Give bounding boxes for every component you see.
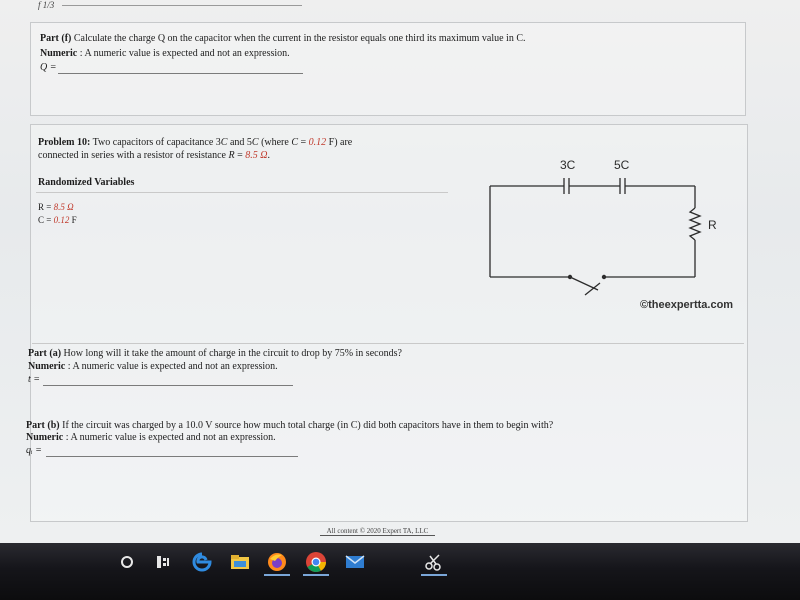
part-b-question-row [26, 420, 553, 431]
running-indicator [303, 574, 329, 576]
resistor-label: R [708, 218, 717, 232]
part-b-label: Part (b) [26, 420, 60, 431]
part-b-numeric-row [26, 432, 276, 443]
footer-copyright: All content © 2020 Expert TA, LLC [320, 527, 435, 536]
problem-text: R [228, 150, 235, 161]
var-value: 8.5 Ω [53, 202, 74, 212]
numeric-label: Numeric [40, 48, 78, 59]
problem-text: F) are [326, 137, 353, 148]
problem-text: C [251, 137, 259, 148]
numeric-note: : A numeric value is expected and not an expression. [65, 432, 276, 443]
var-value: 0.12 [53, 215, 70, 225]
switch-contact-icon [568, 275, 572, 279]
problem-text: C [220, 137, 228, 148]
numeric-label: Numeric [28, 361, 66, 372]
mail-icon[interactable] [344, 551, 366, 573]
switch-contact-icon [602, 275, 606, 279]
problem-10-label: Problem 10: [38, 137, 91, 148]
file-explorer-icon[interactable] [229, 551, 251, 573]
r-value: 8.5 Ω [245, 150, 268, 161]
section-divider [32, 343, 744, 344]
c-value: 0.12 [308, 137, 327, 148]
part-a-answer-field[interactable] [43, 385, 293, 386]
snip-icon[interactable] [423, 551, 445, 573]
randomized-divider [36, 192, 448, 193]
part-f-numeric-row [40, 48, 290, 59]
part-f-answer-field[interactable] [58, 73, 303, 74]
part-b-question: If the circuit was charged by a 10.0 V source how much total charge (in C) did both capacitors have in them to begin with? [62, 420, 554, 431]
part-a-question-row [28, 348, 402, 359]
fragment-text: f 1/3 [38, 0, 55, 10]
part-b-answer-field[interactable] [46, 456, 298, 457]
part-a-answer-symbol: t = [28, 374, 41, 385]
randomized-r [38, 202, 74, 212]
part-f-label: Part (f) [40, 33, 72, 44]
problem-text: Two capacitors of capacitance 3 [92, 137, 221, 148]
numeric-note: : A numeric value is expected and not an expression. [79, 48, 290, 59]
problem-text: connected in series with a resistor of resistance [38, 150, 229, 161]
cortana-icon[interactable] [116, 551, 138, 573]
problem-text: and 5 [227, 137, 252, 148]
part-f-question-row [40, 33, 526, 44]
numeric-note: : A numeric value is expected and not an expression. [67, 361, 278, 372]
problem-text: = [298, 137, 309, 148]
problem-text: = [234, 150, 246, 161]
part-a-label: Part (a) [28, 348, 62, 359]
chrome-icon[interactable] [305, 551, 327, 573]
previous-part-fragment [38, 0, 302, 10]
part-f-question: Calculate the charge Q on the capacitor when the current in the resistor equals one third its maximum value in C. [73, 33, 526, 44]
var-label: R = [38, 202, 54, 212]
randomized-c [38, 215, 77, 225]
part-a-question: How long will it take the amount of charge in the circuit to drop by 75% in seconds? [63, 348, 402, 359]
task-view-icon[interactable] [152, 551, 174, 573]
part-b-answer-symbol: qᵢ = [26, 445, 42, 456]
running-indicator [421, 574, 447, 576]
circuit-diagram [480, 140, 750, 310]
running-indicator [264, 574, 290, 576]
taskbar [0, 543, 800, 600]
numeric-label: Numeric [26, 432, 64, 443]
problem-text: C [291, 137, 298, 148]
problem-text: (where [258, 137, 292, 148]
edge-icon[interactable] [191, 551, 213, 573]
part-a-numeric-row [28, 361, 278, 372]
var-label: C = [38, 215, 54, 225]
var-unit: F [69, 215, 77, 225]
firefox-icon[interactable] [266, 551, 288, 573]
part-f-answer-symbol: Q = [40, 62, 57, 73]
cap2-label: 5C [614, 158, 630, 172]
problem-10-line2 [38, 150, 270, 161]
randomized-variables-title: Randomized Variables [38, 177, 135, 188]
problem-10-line1 [38, 137, 352, 148]
watermark: ©theexpertta.com [640, 299, 734, 311]
cap1-label: 3C [560, 158, 576, 172]
problem-text: . [267, 150, 270, 161]
